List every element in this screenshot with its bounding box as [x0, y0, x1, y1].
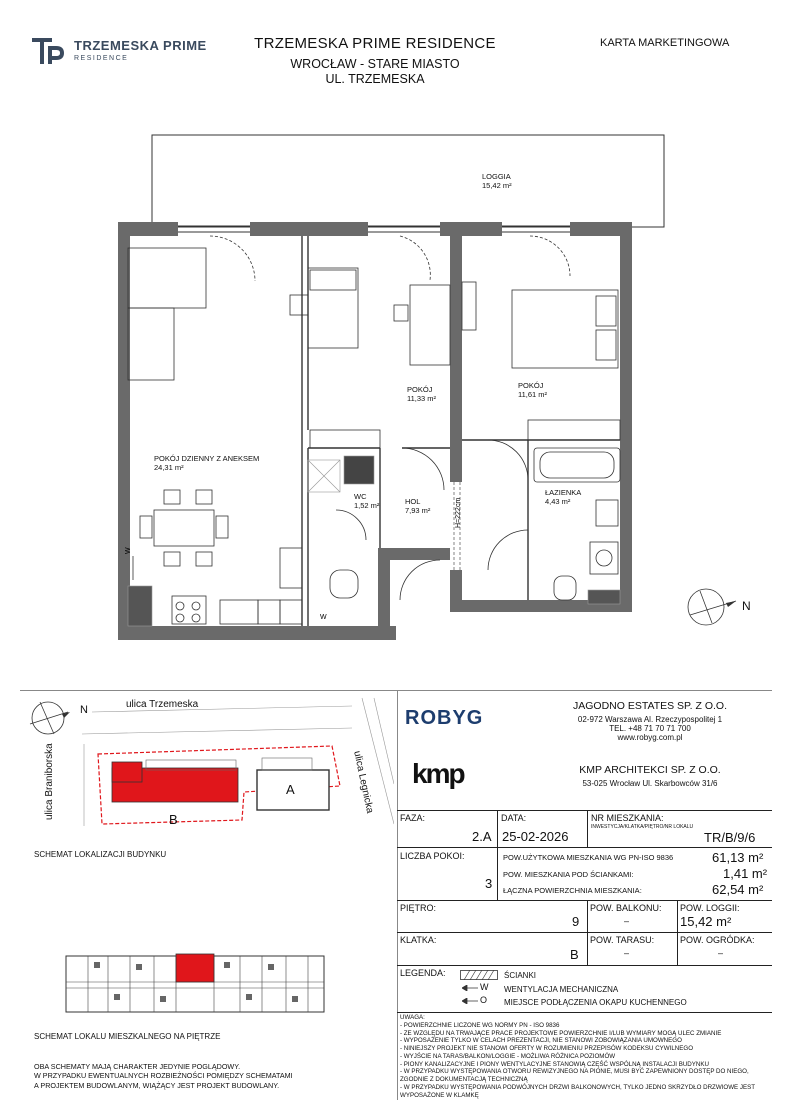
- note-item: - ZE WZGLĘDU NA TRWAJĄCE PRACE PROJEKTOWE POWIERZCHNIE I/LUB WYMIARY MOGĄ ULEC ZMIANIE: [400, 1029, 722, 1037]
- wall-right: [620, 222, 632, 612]
- stair-value: B: [570, 947, 579, 962]
- height-mark: H=222cm: [455, 497, 462, 528]
- street-top-label: ulica Trzemeska: [126, 699, 199, 710]
- developer-name: JAGODNO ESTATES SP. Z O.O.: [572, 700, 728, 712]
- logo: [30, 32, 220, 72]
- floor-value: 9: [572, 914, 580, 929]
- terrace-label: POW. TARASU:: [590, 935, 655, 945]
- building-b-label: B: [169, 812, 178, 827]
- nr-value: TR/B/9/6: [704, 830, 756, 845]
- note-item: - PIONY KANALIZACYJNE I PIONY WENTYLACYJNE STANOWIĄ CZĘŚĆ WSPÓLNĄ INSTALACJI BUDYNKU: [400, 1060, 709, 1068]
- legend-o-text: MIEJSCE PODŁĄCZENIA OKAPU KUCHENNEGO: [504, 998, 687, 1007]
- note-item: - WYJŚCIE NA TARAS/BALKON/LOGGIE - MOŻLIWA RÓŻNICA POZIOMÓW: [400, 1052, 616, 1060]
- disclaimer: OBA SCHEMATY MAJĄ CHARAKTER JEDYNIE POGLĄDOWY. W PRZYPADKU EWENTUALNYCH ROZBIEŻNOŚCI POMIĘDZY SCHEMATAMI A PROJEKTEM BUDOWLANYM, WIĄŻĄCY JEST PROJEKT BUDOWLANY.: [34, 1062, 293, 1090]
- wc-label: WC 1,52 m²: [354, 492, 380, 511]
- vent-mark-hall: W: [320, 614, 327, 621]
- legend-w-text: WENTYLACJA MECHANICZNA: [504, 985, 619, 994]
- page-title: TRZEMESKA PRIME RESIDENCE: [254, 35, 496, 52]
- note-item: - WYPOSAŻENIE TYLKO W CELACH PREZENTACJI, NIE STANOWI ZOBOWIĄZANIA UMOWNEGO: [400, 1037, 682, 1045]
- site-caption: SCHEMAT LOKALIZACJI BUDYNKU: [34, 850, 167, 859]
- area-total-value: 62,54 m²: [712, 882, 764, 897]
- area-use-label: POW.UŻYTKOWA MIESZKANIA WG PN-ISO 9836: [503, 853, 674, 862]
- architect-name: KMP ARCHITEKCI SP. Z O.O.: [579, 764, 721, 776]
- street-left-label: ulica Braniborska: [44, 743, 55, 820]
- logo-mark-icon: [30, 32, 66, 68]
- balcony-value: –: [624, 916, 630, 926]
- building-a-label: A: [286, 782, 295, 797]
- divider-h-top: [20, 690, 772, 691]
- developer-logo: ROBYG: [405, 707, 484, 729]
- area-slope-label: POW. MIESZKANIA POD ŚCIANKAMI:: [503, 870, 634, 879]
- site-north-label: N: [80, 704, 88, 716]
- divider-v: [397, 690, 398, 1100]
- walls-hatch-icon: [460, 970, 498, 980]
- faza-label: FAZA:: [400, 813, 426, 823]
- nr-sublabel: INWESTYCJA/KLATKA/PIĘTRO/NR LOKALU: [591, 824, 694, 830]
- wall-core-bottom: [450, 570, 462, 612]
- room-loggia-label: LOGGIA 15,42 m²: [482, 172, 512, 191]
- architect-logo: kmp: [412, 758, 464, 789]
- note-item: - POWIERZCHNIE LICZONE WG NORMY PN - ISO 9836: [400, 1021, 560, 1029]
- wall-top-mid1: [250, 222, 368, 236]
- wall-core: [450, 222, 462, 482]
- arrow-left-icon: [462, 998, 478, 1004]
- wall-stair-v: [378, 548, 390, 640]
- loggia-value: 15,42 m²: [680, 914, 732, 929]
- developer-address: 02-972 Warszawa Al. Rzeczypospolitej 1: [577, 715, 723, 724]
- area-use-value: 61,13 m²: [712, 850, 764, 865]
- room-living-label: POKÓJ DZIENNY Z ANEKSEM 24,31 m²: [154, 454, 260, 473]
- site-plan: [22, 694, 394, 826]
- developer-info: [540, 700, 760, 742]
- legend-w-key: W: [480, 982, 489, 992]
- wall-top-mid2: [440, 222, 502, 236]
- stair-label: KLATKA:: [400, 935, 437, 945]
- legend-title: LEGENDA:: [400, 968, 446, 978]
- compass-north-label: N: [742, 599, 751, 613]
- developer-phone: TEL. +48 71 70 71 700: [609, 724, 691, 733]
- architect-address: 53-025 Wrocław Ul. Skarbowców 31/6: [582, 779, 718, 788]
- balcony-label: POW. BALKONU:: [590, 903, 662, 913]
- garden-value: –: [718, 948, 724, 958]
- logo-sub: RESIDENCE: [74, 55, 129, 62]
- card-type: KARTA MARKETINGOWA: [600, 37, 730, 49]
- note-item: WYPOSAŻONE W KLAMKĘ: [400, 1091, 479, 1099]
- wall-bottom-left: [118, 626, 396, 640]
- faza-value: 2.A: [472, 829, 492, 844]
- header-street: UL. TRZEMESKA: [325, 72, 425, 86]
- rooms-value: 3: [485, 876, 493, 891]
- note-item: ZGODNIE Z DOKUMENTACJĄ TECHNICZNĄ: [400, 1076, 528, 1083]
- nr-label: NR MIESZKANIA:: [591, 813, 664, 823]
- arrow-left-icon: [462, 985, 478, 991]
- rooms-label: LICZBA POKOI:: [400, 851, 465, 861]
- note-item: - W PRZYPADKU WYSTĘPOWANIA PODWÓJNYCH DRZWI BALKONOWYCH, TYLKO JEDNO SKRZYDŁO DRZWIOWE JEST: [400, 1083, 756, 1091]
- street-right-label: ulica Legnicka: [351, 750, 376, 815]
- architect-info: [540, 764, 760, 788]
- room2-label: POKÓJ 11,61 m²: [518, 381, 548, 400]
- data-label: DATA:: [501, 813, 527, 823]
- floor-schema: [64, 948, 326, 1016]
- floor-label: PIĘTRO:: [400, 903, 437, 913]
- note-item: - W PRZYPADKU WYSTĘPOWANIA OTWORU REWIZYJNEGO NA PIONIE, MUSI BYĆ ZAPEWNIONY DOSTĘP DO NIEGO,: [400, 1068, 749, 1076]
- loggia-outline: [152, 135, 664, 227]
- area-total-label: ŁĄCZNA POWIERZCHNIA MIESZKANIA:: [503, 886, 642, 895]
- bath-label: ŁAZIENKA 4,43 m²: [545, 488, 582, 507]
- hol-label: HOL 7,93 m²: [405, 497, 431, 516]
- legend-o-key: O: [480, 995, 488, 1005]
- floor-caption: SCHEMAT LOKALU MIESZKALNEGO NA PIĘTRZE: [34, 1032, 221, 1041]
- room1-label: POKÓJ 11,33 m²: [407, 385, 437, 404]
- garden-label: POW. OGRÓDKA:: [680, 935, 755, 945]
- notes: UWAGA: - POWIERZCHNIE LICZONE WG NORMY PN - ISO 9836 - ZE WZGLĘDU NA TRWAJĄCE PRACE PROJEKTOWE POWIERZCHNIE I/LUB WYMIARY MOGĄ ULEC ZMIANIE - WYPOSAŻENIE TYLKO W CELACH PREZENTACJI, NIE STANOWI ZOBOWIĄZANIA UMOWNEGO - NINIEJSZY PROJEKT NIE STANOWI OFERTY W ROZUMIENIU PRZEPISÓW KODEKSU CYWILNEGO - WYJŚCIE NA TARAS/BALKON/LOGGIE - MOŻLIWA RÓŻNICA POZIOMÓW - PIONY KANALIZACYJNE I PIONY WENTYLACYJNE STANOWIĄ CZĘŚĆ WSPÓLNĄ INSTALACJI BUDYNKU - W PRZYPADKU WYSTĘPOWANIA OTWORU REWIZYJNEGO NA PIONIE, MUSI BYĆ ZAPEWNIONY DOSTĘP DO NIEGO, ZGODNIE Z DOKUMENTACJĄ TECHNICZNĄ - W PRZYPADKU WYSTĘPOWANIA PODWÓJNYCH DRZWI BALKONOWYCH, TYLKO JEDNO SKRZYDŁO DRZWIOWE JEST WYPOSAŻONE W KLAMKĘ: [400, 1014, 770, 1099]
- floor-plan: [110, 130, 670, 645]
- loggia-label: POW. LOGGII:: [680, 903, 740, 913]
- note-item: - NINIEJSZY PROJEKT NIE STANOWI OFERTY W ROZUMIENIU PRZEPISÓW KODEKSU CYWILNEGO: [400, 1045, 694, 1052]
- developer-web: www.robyg.com.pl: [617, 733, 683, 742]
- logo-name: TRZEMESKA PRIME: [74, 38, 207, 53]
- legend-walls: ŚCIANKI: [504, 971, 537, 980]
- vent-mark-living: W: [125, 547, 132, 554]
- terrace-value: –: [624, 948, 630, 958]
- data-value: 25-02-2026: [502, 829, 569, 844]
- header-location: WROCŁAW - STARE MIASTO: [290, 57, 460, 71]
- area-slope-value: 1,41 m²: [723, 866, 768, 881]
